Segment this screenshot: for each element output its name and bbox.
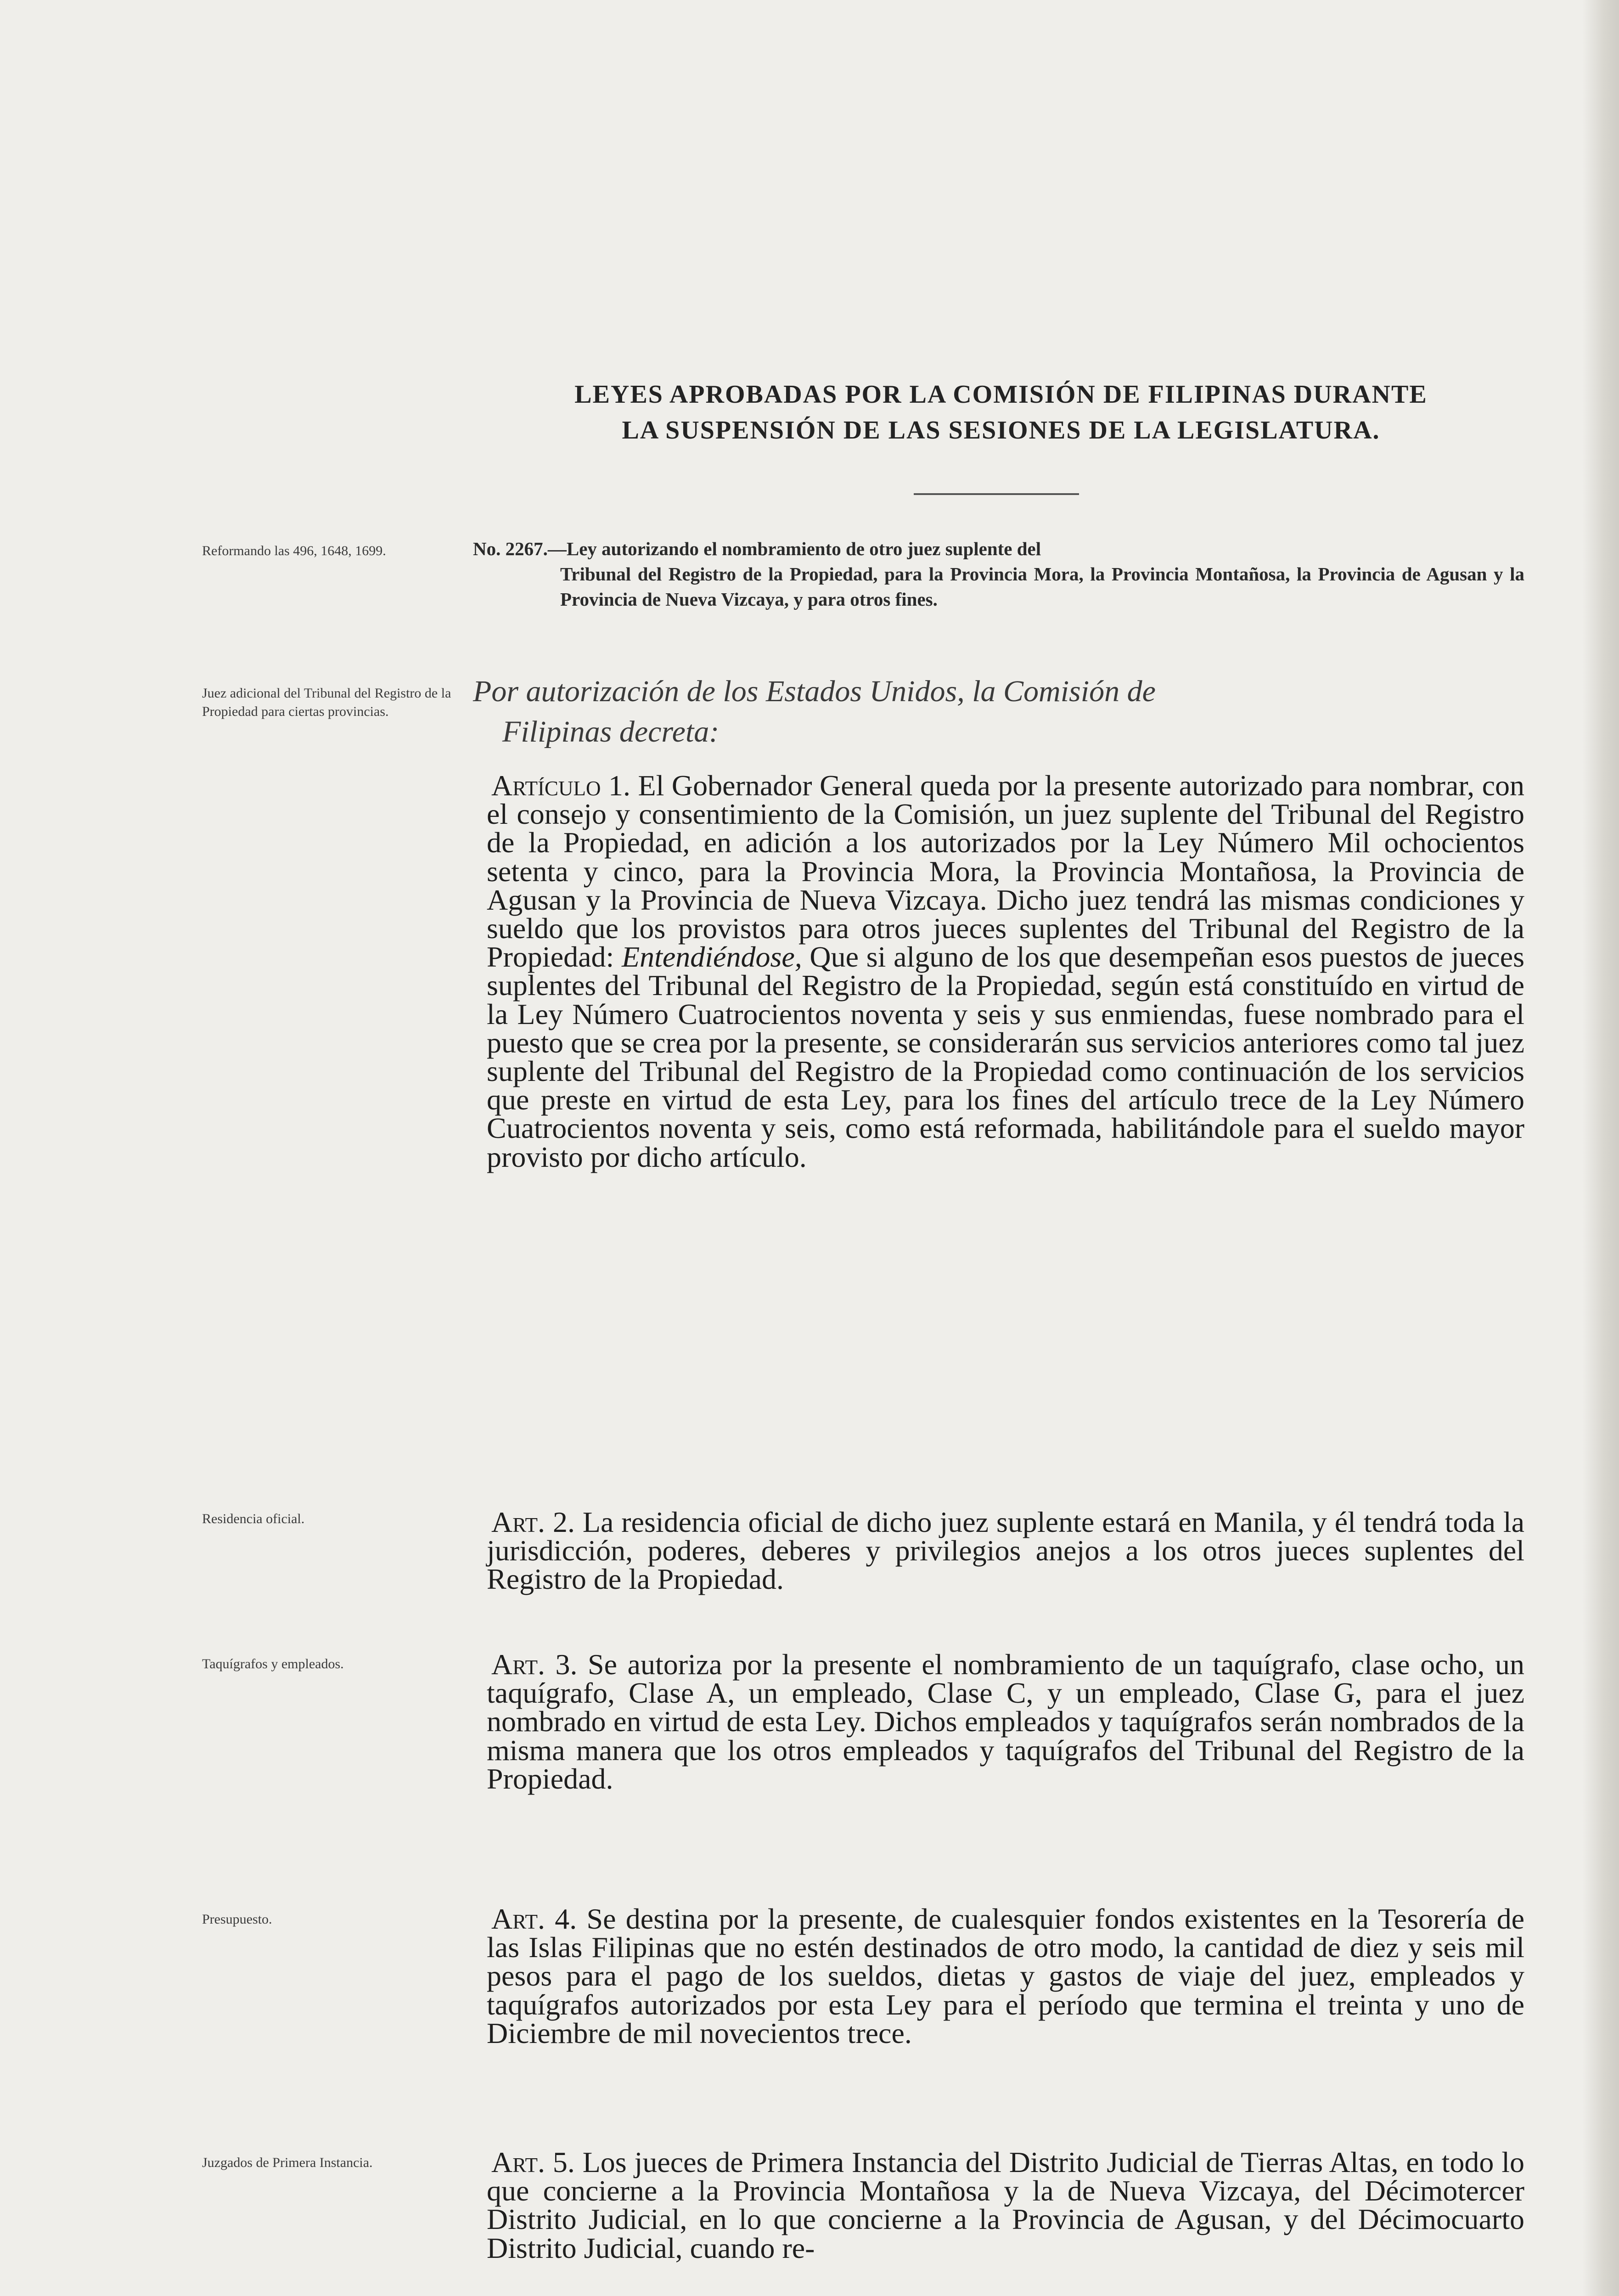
page-edge-shadow	[1582, 0, 1619, 2296]
article-2	[487, 1508, 1524, 1594]
enacting-line-1: Por autorización de los Estados Unidos, la Comisión de	[473, 675, 1156, 708]
article-5-label: Art. 5.	[491, 2146, 575, 2178]
law-title-rest: Tribunal del Registro de la Propiedad, para la Provincia Mora, la Provincia Montañosa, la Provincia de Agusan y la Provincia de Nueva Vizcaya, y para otros fines.	[560, 563, 1524, 610]
article-1	[487, 771, 1524, 1171]
sidenote-courts: Juzgados de Primera Instancia.	[202, 2155, 373, 2170]
enacting-line-2: Filipinas decreta:	[502, 715, 720, 748]
sidenote-judge: Juez adicional del Tribunal del Registro de la Propiedad para ciertas provincias.	[202, 686, 451, 719]
page-header	[473, 377, 1529, 448]
sidenote-residence: Residencia oficial.	[202, 1511, 305, 1526]
sidenote-budget: Presupuesto.	[202, 1912, 272, 1927]
article-3	[487, 1650, 1524, 1793]
header-line-2: LA SUSPENSIÓN DE LAS SESIONES DE LA LEGISLATURA.	[622, 416, 1380, 445]
sidenote-stenographers: Taquígrafos y empleados.	[202, 1656, 344, 1671]
article-5-text: Los jueces de Primera Instancia del Distrito Judicial de Tierras Altas, en todo lo que concierne a la Provincia Montañosa y la de Nueva Vizcaya, del Décimotercer Distrito Judicial, en lo que concierne a la Provincia de Agusan, y del Décimocuarto Distrito Judicial, cuando re-	[487, 2146, 1525, 2264]
article-1-label: Artículo 1.	[491, 769, 631, 802]
article-4-label: Art. 4.	[491, 1902, 577, 1935]
article-1-proviso: Entendiéndose,	[621, 940, 802, 974]
article-4	[487, 1902, 1525, 2049]
article-1-text: El Gobernador General queda por la presente autorizado para nombrar, con el consejo y consentimiento de la Comisión, un juez suplente del Tribunal del Registro de la Propiedad, en adición a los autorizados por la Ley Número Mil ochocientos setenta y cinco, para la Provincia Mora, la Provincia Montañosa, la Provincia de Agusan y la Provincia de Nueva Vizcaya. Dicho juez tendrá las mismas condiciones y sueldo que los provistos para otros jueces suplentes del Tribunal del Registro de la Propiedad:	[487, 769, 1525, 974]
article-3-label: Art. 3.	[491, 1648, 578, 1681]
article-2-text: La residencia oficial de dicho juez suplente estará en Manila, y él tendrá toda la jurisdicción, poderes, deberes y privilegios anejos a los otros jueces suplentes del Registro de la Propiedad.	[487, 1506, 1524, 1596]
header-divider	[914, 493, 1079, 495]
header-line-1: LEYES APROBADAS POR LA COMISIÓN DE FILIPINAS DURANTE	[574, 380, 1428, 409]
article-4-text: Se destina por la presente, de cualesquier fondos existentes en la Tesorería de las Islas Filipinas que no estén destinados de otro modo, la cantidad de diez y seis mil pesos para el pago de los sueldos, dietas y gastos de viaje del juez, empleados y taquígrafos autorizados por esta Ley para el período que termina el treinta y uno de Diciembre de mil novecientos trece.	[487, 1902, 1525, 2049]
enacting-clause	[473, 671, 1524, 752]
article-2-label: Art. 2.	[491, 1506, 575, 1538]
sidenote-reform: Reformando las 496, 1648, 1699.	[202, 543, 386, 558]
law-number: No. 2267.	[473, 538, 548, 559]
article-1-text-after: Que si alguno de los que desempeñan esos puestos de jueces suplentes del Tribunal del Registro de la Propiedad, según está constituído en virtud de la Ley Número Cuatrocientos noventa y seis y sus enmiendas, fuese nombrado para el puesto que se crea por la presente, se considerarán sus servicios anteriores como tal juez suplente del Tribunal del Registro de la Propiedad como continuación de los servicios que preste en virtud de esta Ley, para los fines del artículo trece de la Ley Número Cuatrocientos noventa y seis, como está reformada, habilitándole para el sueldo mayor provisto por dicho artículo.	[487, 940, 1525, 1173]
article-3-text: Se autoriza por la presente el nombramiento de un taquígrafo, clase ocho, un taquígrafo, Clase A, un empleado, Clase C, y un empleado, Clase G, para el juez nombrado en virtud de esta Ley. Dichos empleados y taquígrafos serán nombrados de la misma manera que los otros empleados y taquígrafos del Tribunal del Registro de la Propiedad.	[487, 1648, 1524, 1795]
law-title	[473, 536, 1524, 612]
law-title-first: —Ley autorizando el nombramiento de otro juez suplente del	[547, 538, 1041, 559]
article-5	[487, 2148, 1524, 2262]
